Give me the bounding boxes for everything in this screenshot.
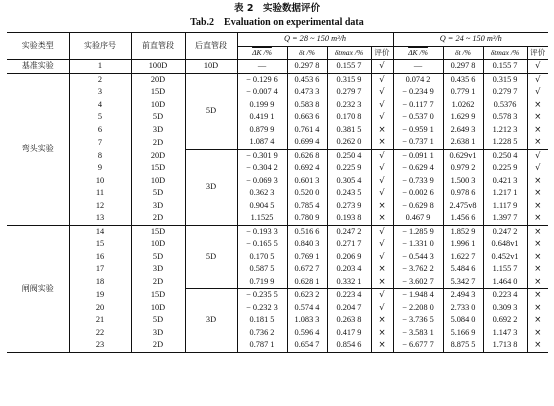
rear-pipe-baseline: 10D [185, 60, 237, 74]
group-label-elbow: 弯头实验 [7, 73, 69, 225]
table-row [7, 302, 548, 315]
dk-cell-range2: − 6.677 7 [393, 339, 443, 352]
dk-cell-range2: − 3.602 7 [393, 276, 443, 289]
dtmax-cell-range1: 0.332 1 [327, 276, 371, 289]
dtmax-cell-range1: 0.225 9 [327, 162, 371, 175]
table-row [7, 60, 548, 74]
eval-mark-range1: × [371, 200, 393, 213]
dt-cell-range2: 5.484 6 [443, 263, 483, 276]
dtmax-cell-range1: 0.262 0 [327, 136, 371, 149]
dt-cell-range2: 0.979 2 [443, 162, 483, 175]
group-label-valve: 闸阀实验 [7, 225, 69, 352]
front-pipe-cell: 20D [131, 149, 185, 162]
dtmax-cell-range1: 0.315 9 [327, 73, 371, 86]
header-front-pipe: 前直管段 [131, 33, 185, 60]
front-pipe-cell: 100D [131, 60, 185, 74]
dtmax-cell-range2: 1.217 1 [483, 187, 527, 200]
dt-cell-range2: 1.0262 [443, 99, 483, 112]
front-pipe-cell: 15D [131, 162, 185, 175]
dt-cell-range1: 0.761 4 [287, 124, 327, 137]
front-pipe-cell: 10D [131, 99, 185, 112]
header-dk-2: ΔK /% [393, 46, 443, 60]
table-row [7, 251, 548, 264]
exp-no-cell: 23 [69, 339, 131, 352]
dk-cell-range1: 0.170 5 [237, 251, 287, 264]
rear-pipe-valve_a: 5D [185, 225, 237, 289]
dtmax-cell-range2: 1.713 8 [483, 339, 527, 352]
rear-pipe-elbow_b: 3D [185, 149, 237, 225]
exp-no-cell: 11 [69, 187, 131, 200]
dt-cell-range1: 0.601 3 [287, 175, 327, 188]
dt-cell-range2: 1.996 1 [443, 238, 483, 251]
front-pipe-cell: 10D [131, 175, 185, 188]
dk-cell-range1: — [237, 60, 287, 74]
dk-cell-range1: − 0.301 9 [237, 149, 287, 162]
dt-cell-range2: 0.435 6 [443, 73, 483, 86]
table-row [7, 175, 548, 188]
front-pipe-cell: 15D [131, 86, 185, 99]
dk-cell-range1: 0.181 5 [237, 314, 287, 327]
dk-cell-range2: − 0.117 7 [393, 99, 443, 112]
dk-cell-range2: − 1.948 4 [393, 289, 443, 302]
front-pipe-cell: 20D [131, 73, 185, 86]
eval-mark-range1: × [371, 124, 393, 137]
dt-cell-range2: 1.629 9 [443, 111, 483, 124]
dtmax-cell-range1: 0.204 7 [327, 302, 371, 315]
dt-cell-range1: 0.453 6 [287, 73, 327, 86]
eval-mark-range1: √ [371, 60, 393, 74]
header-row-1 [7, 33, 548, 47]
exp-no-cell: 3 [69, 86, 131, 99]
dtmax-cell-range1: 0.247 2 [327, 225, 371, 238]
table-row [7, 149, 548, 162]
eval-mark-range1: √ [371, 99, 393, 112]
dk-cell-range1: 0.904 5 [237, 200, 287, 213]
dk-cell-range2: − 0.737 1 [393, 136, 443, 149]
eval-mark-range1: √ [371, 111, 393, 124]
exp-no-cell: 7 [69, 136, 131, 149]
dt-cell-range2: 0.779 1 [443, 86, 483, 99]
exp-no-cell: 20 [69, 302, 131, 315]
dt-cell-range1: 0.654 7 [287, 339, 327, 352]
header-eval-2: 评价 [527, 46, 548, 60]
dk-cell-range2: − 1.285 9 [393, 225, 443, 238]
rear-pipe-valve_b: 3D [185, 289, 237, 353]
exp-no-cell: 18 [69, 276, 131, 289]
dk-cell-range2: − 0.002 6 [393, 187, 443, 200]
front-pipe-cell: 15D [131, 225, 185, 238]
dtmax-cell-range1: 0.263 8 [327, 314, 371, 327]
table-caption-chinese: 表 2 实验数据评价 [234, 3, 320, 14]
dtmax-cell-range2: 0.309 3 [483, 302, 527, 315]
rear-pipe-elbow_a: 5D [185, 73, 237, 149]
table-row [7, 212, 548, 225]
eval-mark-range1: × [371, 339, 393, 352]
eval-mark-range2: × [534, 124, 542, 135]
dtmax-cell-range1: 0.232 3 [327, 99, 371, 112]
dt-cell-range1: 0.516 6 [287, 225, 327, 238]
front-pipe-cell: 2D [131, 136, 185, 149]
exp-no-cell: 8 [69, 149, 131, 162]
dtmax-cell-range1: 0.273 9 [327, 200, 371, 213]
dtmax-cell-range2: 0.452v1 [483, 251, 527, 264]
front-pipe-cell: 15D [131, 289, 185, 302]
front-pipe-cell: 5D [131, 251, 185, 264]
eval-mark-range2: × [527, 212, 548, 225]
front-pipe-cell: 3D [131, 200, 185, 213]
eval-mark-range2: × [527, 136, 548, 149]
eval-mark-range1: √ [371, 175, 393, 188]
table-row [7, 136, 548, 149]
dtmax-cell-range2: 0.223 4 [483, 289, 527, 302]
exp-no-cell: 4 [69, 99, 131, 112]
front-pipe-cell: 3D [131, 263, 185, 276]
exp-no-cell: 6 [69, 124, 131, 137]
dk-cell-range2: − 0.091 1 [393, 149, 443, 162]
eval-mark-range2: √ [527, 60, 548, 74]
eval-mark-range2: × [534, 327, 542, 338]
table-caption-english: Tab.2 Evaluation on experimental data [190, 17, 364, 28]
dt-cell-range2: 0.297 8 [443, 60, 483, 74]
dk-cell-range2: − 0.629 8 [393, 200, 443, 213]
dtmax-cell-range2: 1.155 7 [483, 263, 527, 276]
eval-mark-range2: × [534, 175, 542, 186]
eval-mark-range2: × [527, 339, 548, 352]
dk-cell-range1: 1.087 4 [237, 136, 287, 149]
dk-cell-range2: — [393, 60, 443, 74]
dk-cell-range1: 0.419 1 [237, 111, 287, 124]
exp-no-cell: 13 [69, 212, 131, 225]
table-row [7, 124, 548, 137]
header-dtmax-2: δtmax /% [483, 46, 527, 60]
exp-no-cell: 1 [69, 60, 131, 74]
dk-cell-range1: 0.587 5 [237, 263, 287, 276]
dt-cell-range1: 0.663 6 [287, 111, 327, 124]
table-row [7, 187, 548, 200]
eval-mark-range2: × [534, 200, 542, 211]
header-rear-pipe: 后直管段 [185, 33, 237, 60]
exp-no-cell: 14 [69, 225, 131, 238]
eval-mark-range2: × [534, 264, 542, 275]
eval-mark-range1: × [371, 263, 393, 276]
dk-cell-range2: 0.467 9 [393, 212, 443, 225]
eval-mark-range2: × [534, 99, 542, 110]
dk-cell-range1: 0.879 9 [237, 124, 287, 137]
exp-no-cell: 16 [69, 251, 131, 264]
dk-cell-range1: − 0.165 5 [237, 238, 287, 251]
dt-cell-range1: 0.840 3 [287, 238, 327, 251]
header-eval-1: 评价 [371, 46, 393, 60]
dk-cell-range2: − 1.331 0 [393, 238, 443, 251]
eval-mark-range1: √ [371, 225, 393, 238]
dtmax-cell-range1: 0.305 4 [327, 175, 371, 188]
dt-cell-range2: 2.649 3 [443, 124, 483, 137]
dk-cell-range2: 0.074 2 [393, 73, 443, 86]
dtmax-cell-range2: 1.464 0 [483, 276, 527, 289]
front-pipe-cell: 5D [131, 111, 185, 124]
dtmax-cell-range1: 0.155 7 [327, 60, 371, 74]
eval-mark-range2: × [534, 315, 542, 326]
table-row [7, 339, 548, 352]
dt-cell-range1: 0.574 4 [287, 302, 327, 315]
eval-mark-range2: × [534, 188, 542, 199]
dt-cell-range2: 1.852 9 [443, 225, 483, 238]
dt-cell-range2: 5.084 0 [443, 314, 483, 327]
header-dt-2: δt /% [443, 46, 483, 60]
dt-cell-range1: 0.780 9 [287, 212, 327, 225]
dtmax-cell-range1: 0.271 7 [327, 238, 371, 251]
exp-no-cell: 22 [69, 327, 131, 340]
dk-cell-range1: − 0.129 6 [237, 73, 287, 86]
dtmax-cell-range2: 1.147 3 [483, 327, 527, 340]
dt-cell-range2: 2.733 0 [443, 302, 483, 315]
dtmax-cell-range2: 0.578 3 [483, 111, 527, 124]
dt-cell-range2: 0.978 6 [443, 187, 483, 200]
front-pipe-cell: 5D [131, 314, 185, 327]
dtmax-cell-range1: 0.243 5 [327, 187, 371, 200]
dt-cell-range2: 8.875 5 [443, 339, 483, 352]
dk-cell-range2: − 0.544 3 [393, 251, 443, 264]
dtmax-cell-range2: 0.315 9 [483, 73, 527, 86]
exp-no-cell: 2 [69, 73, 131, 86]
eval-mark-range1: √ [371, 302, 393, 315]
dt-cell-range1: 1.083 3 [287, 314, 327, 327]
dt-cell-range1: 0.785 4 [287, 200, 327, 213]
dtmax-cell-range1: 0.193 8 [327, 212, 371, 225]
eval-mark-range1: √ [371, 289, 393, 302]
eval-mark-range1: √ [371, 149, 393, 162]
front-pipe-cell: 2D [131, 212, 185, 225]
table-row [7, 327, 548, 340]
eval-mark-range1: × [371, 327, 393, 340]
dtmax-cell-range2: 0.279 7 [483, 86, 527, 99]
dk-cell-range1: − 0.007 4 [237, 86, 287, 99]
table-row [7, 289, 548, 302]
dtmax-cell-range2: 0.225 9 [483, 162, 527, 175]
dk-cell-range1: 0.736 2 [237, 327, 287, 340]
eval-mark-range2: × [534, 226, 542, 237]
dt-cell-range2: 2.638 1 [443, 136, 483, 149]
eval-mark-range2: × [534, 251, 542, 262]
dk-cell-range2: − 3.583 1 [393, 327, 443, 340]
dt-cell-range2: 1.500 3 [443, 175, 483, 188]
dk-cell-range1: 0.719 9 [237, 276, 287, 289]
eval-mark-range2: √ [535, 87, 541, 98]
dt-cell-range2: 2.475v8 [443, 200, 483, 213]
eval-mark-range2: × [527, 276, 548, 289]
exp-no-cell: 5 [69, 111, 131, 124]
table-row [7, 73, 548, 86]
front-pipe-cell: 10D [131, 302, 185, 315]
dtmax-cell-range1: 0.223 4 [327, 289, 371, 302]
eval-mark-range1: × [371, 136, 393, 149]
dtmax-cell-range1: 0.206 9 [327, 251, 371, 264]
dtmax-cell-range1: 0.279 7 [327, 86, 371, 99]
dt-cell-range2: 2.494 3 [443, 289, 483, 302]
dt-cell-range1: 0.623 2 [287, 289, 327, 302]
header-exp-no: 实验序号 [69, 33, 131, 60]
table-row [7, 314, 548, 327]
exp-no-cell: 10 [69, 175, 131, 188]
dk-cell-range2: − 0.629 4 [393, 162, 443, 175]
table-row [7, 200, 548, 213]
dtmax-cell-range1: 0.203 4 [327, 263, 371, 276]
header-dtmax-1: δtmax /% [327, 46, 371, 60]
dk-cell-range1: − 0.235 5 [237, 289, 287, 302]
front-pipe-cell: 5D [131, 187, 185, 200]
exp-no-cell: 17 [69, 263, 131, 276]
eval-mark-range1: × [371, 212, 393, 225]
table-row [7, 263, 548, 276]
dt-cell-range1: 0.596 4 [287, 327, 327, 340]
header-flow-range-1: Q = 28 ~ 150 m³/h [237, 33, 393, 47]
dtmax-cell-range1: 0.381 5 [327, 124, 371, 137]
eval-mark-range1: √ [371, 73, 393, 86]
dt-cell-range2: 1.456 6 [443, 212, 483, 225]
eval-mark-range1: √ [371, 86, 393, 99]
dtmax-cell-range2: 1.397 7 [483, 212, 527, 225]
table-row [7, 162, 548, 175]
table-row [7, 238, 548, 251]
front-pipe-cell: 10D [131, 238, 185, 251]
eval-mark-range2: √ [535, 163, 541, 174]
dk-cell-range1: − 0.304 2 [237, 162, 287, 175]
dt-cell-range2: 1.622 7 [443, 251, 483, 264]
table-row [7, 86, 548, 99]
dt-cell-range1: 0.583 8 [287, 99, 327, 112]
dt-cell-range1: 0.628 1 [287, 276, 327, 289]
front-pipe-cell: 3D [131, 124, 185, 137]
eval-mark-range1: × [371, 276, 393, 289]
dtmax-cell-range2: 0.5376 [483, 99, 527, 112]
eval-mark-range1: √ [371, 251, 393, 264]
dt-cell-range1: 0.672 7 [287, 263, 327, 276]
dt-cell-range1: 0.699 4 [287, 136, 327, 149]
eval-mark-range1: √ [371, 162, 393, 175]
dt-cell-range2: 0.629v1 [443, 149, 483, 162]
header-dt-1: δt /% [287, 46, 327, 60]
dtmax-cell-range2: 1.228 5 [483, 136, 527, 149]
dk-cell-range2: − 3.762 2 [393, 263, 443, 276]
dtmax-cell-range2: 0.155 7 [483, 60, 527, 74]
dt-cell-range2: 5.342 7 [443, 276, 483, 289]
table-row [7, 111, 548, 124]
dk-cell-range2: − 0.537 0 [393, 111, 443, 124]
exp-no-cell: 12 [69, 200, 131, 213]
experimental-data-table [7, 32, 548, 353]
dtmax-cell-range2: 0.692 2 [483, 314, 527, 327]
front-pipe-cell: 3D [131, 327, 185, 340]
table-row [7, 225, 548, 238]
dtmax-cell-range2: 0.250 4 [483, 149, 527, 162]
dt-cell-range1: 0.769 1 [287, 251, 327, 264]
dk-cell-range1: 1.1525 [237, 212, 287, 225]
dtmax-cell-range2: 0.648v1 [483, 238, 527, 251]
dk-cell-range1: 0.787 1 [237, 339, 287, 352]
eval-mark-range2: × [534, 112, 542, 123]
eval-mark-range2: √ [535, 74, 541, 85]
exp-no-cell: 15 [69, 238, 131, 251]
dtmax-cell-range1: 0.250 4 [327, 149, 371, 162]
front-pipe-cell: 2D [131, 276, 185, 289]
dt-cell-range1: 0.473 3 [287, 86, 327, 99]
dtmax-cell-range2: 1.117 9 [483, 200, 527, 213]
exp-no-cell: 9 [69, 162, 131, 175]
eval-mark-range1: √ [371, 238, 393, 251]
eval-mark-range1: √ [371, 187, 393, 200]
dtmax-cell-range2: 0.247 2 [483, 225, 527, 238]
dtmax-cell-range1: 0.417 9 [327, 327, 371, 340]
dk-cell-range2: − 0.733 9 [393, 175, 443, 188]
dt-cell-range1: 0.297 8 [287, 60, 327, 74]
dk-cell-range1: 0.199 9 [237, 99, 287, 112]
table-body [7, 60, 548, 353]
dk-cell-range1: − 0.069 3 [237, 175, 287, 188]
dtmax-cell-range2: 0.421 3 [483, 175, 527, 188]
dk-cell-range2: − 3.736 5 [393, 314, 443, 327]
eval-mark-range2: × [534, 290, 542, 301]
dk-cell-range1: − 0.193 3 [237, 225, 287, 238]
table-row [7, 99, 548, 112]
dtmax-cell-range1: 0.170 8 [327, 111, 371, 124]
dt-cell-range1: 0.626 8 [287, 149, 327, 162]
table-row [7, 276, 548, 289]
header-flow-range-2: Q = 24 ~ 150 m³/h [393, 33, 548, 47]
eval-mark-range2: × [534, 302, 542, 313]
dk-cell-range2: − 0.234 9 [393, 86, 443, 99]
front-pipe-cell: 2D [131, 339, 185, 352]
dk-cell-range1: 0.362 3 [237, 187, 287, 200]
dtmax-cell-range2: 1.212 3 [483, 124, 527, 137]
dtmax-cell-range1: 0.854 6 [327, 339, 371, 352]
header-exp-type: 实验类型 [7, 33, 69, 60]
dk-cell-range2: − 0.959 1 [393, 124, 443, 137]
eval-mark-range2: × [534, 239, 542, 250]
exp-no-cell: 19 [69, 289, 131, 302]
eval-mark-range2: √ [535, 150, 541, 161]
header-dk-1: ΔK /% [237, 46, 287, 60]
dt-cell-range1: 0.520 0 [287, 187, 327, 200]
exp-no-cell: 21 [69, 314, 131, 327]
dk-cell-range2: − 2.208 0 [393, 302, 443, 315]
group-label-baseline: 基准实验 [7, 60, 69, 74]
dk-cell-range1: − 0.232 3 [237, 302, 287, 315]
dt-cell-range2: 5.166 9 [443, 327, 483, 340]
dt-cell-range1: 0.692 4 [287, 162, 327, 175]
eval-mark-range1: × [371, 314, 393, 327]
